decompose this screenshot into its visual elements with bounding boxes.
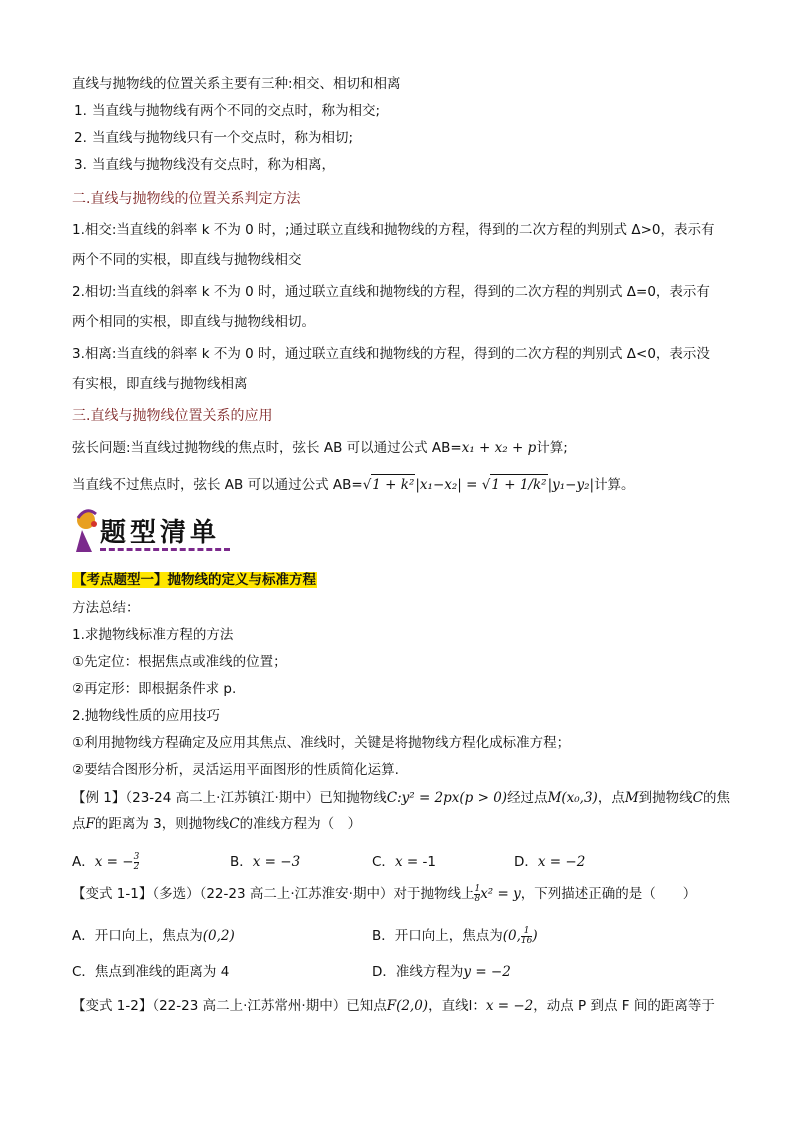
option-c	[72, 962, 229, 982]
option-c	[372, 852, 436, 872]
example-text: 的距离为 3，则抛物线	[94, 816, 230, 832]
example-text: 【例 1】（23-24 高二上·江苏镇江·期中）已知抛物线	[72, 790, 387, 806]
variant-1-1-line	[72, 884, 696, 904]
option-math: )	[532, 928, 538, 944]
option-math: x =	[394, 854, 423, 870]
option-fraction	[134, 853, 140, 872]
variant-text: ，下列描述正确的是（ ）	[520, 886, 697, 902]
option-math: x = −2	[537, 854, 586, 870]
example-math: M	[624, 790, 639, 806]
option-d	[372, 962, 511, 982]
example-text: 到抛物线	[638, 790, 693, 806]
fraction-denominator: 16	[520, 935, 533, 946]
option-a	[72, 926, 235, 946]
method-item: 2.抛物线性质的应用技巧	[72, 708, 220, 724]
chord-text: 计算。	[594, 477, 635, 493]
judge-line: 两个相同的实根，即直线与抛物线相切。	[72, 314, 315, 330]
judge-line: 1.相交:当直线的斜率 k 不为 0 时，;通过联立直线和抛物线的方程，得到的二次方程的判别式 Δ>0，表示有	[72, 222, 715, 238]
variant-text: 【变式 1-2】（22-23 高二上·江苏常州·期中）已知点	[72, 998, 387, 1014]
option-b	[372, 926, 538, 946]
variant-1-2-line	[72, 996, 715, 1016]
topic-tag: 【考点题型一】抛物线的定义与标准方程	[73, 572, 316, 588]
option-a	[72, 852, 139, 872]
method-item: 1.求抛物线标准方程的方法	[72, 627, 234, 643]
relation-number: 3.	[74, 157, 87, 173]
variant-math: x = −2	[485, 998, 534, 1014]
option-b	[230, 852, 300, 872]
fraction-numerator: 3	[133, 851, 140, 862]
example-math: F	[85, 816, 95, 832]
fraction-denominator: 2	[133, 861, 140, 872]
banner-title: 题型清单	[100, 518, 221, 548]
example-1-line-1	[72, 788, 730, 808]
option-label: D．	[514, 854, 538, 870]
section-heading: 三.直线与抛物线位置关系的应用	[72, 408, 273, 424]
variant-text: l：	[468, 998, 486, 1014]
banner-underline	[100, 548, 230, 551]
relation-text: 当直线与抛物线没有交点时，称为相离，	[92, 157, 335, 173]
judge-line: 两个不同的实根，即直线与抛物线相交	[72, 252, 302, 268]
method-item: ②再定形：即根据条件求 p.	[72, 681, 237, 697]
method-item: ①利用抛物线方程确定及应用其焦点、准线时，关键是将抛物线方程化成标准方程；	[72, 735, 571, 751]
example-1-line-2	[72, 814, 361, 834]
example-text: 点	[72, 816, 86, 832]
chord-text: 计算;	[536, 440, 568, 456]
intro-text: 直线与抛物线的位置关系主要有三种:相交、相切和相离	[72, 76, 401, 92]
sqrt-content: 1 + 1/k²	[490, 474, 547, 495]
chord-line-2	[72, 474, 635, 495]
example-text: 的准线方程为（ ）	[239, 816, 362, 832]
abs-difference: |x₁−x₂| =	[415, 477, 478, 493]
judge-line: 有实根，即直线与抛物线相离	[72, 376, 248, 392]
example-math: C	[229, 816, 240, 832]
sqrt-content: 1 + k²	[371, 474, 415, 495]
option-math: x = −3	[252, 854, 301, 870]
chord-text: 弦长问题:当直线过抛物线的焦点时，弦长 AB 可以通过公式 AB=	[72, 440, 462, 456]
variant-text: 【变式 1-1】（多选）（22-23 高二上·江苏淮安·期中）对于抛物线上	[72, 886, 475, 902]
method-item: ①先定位：根据焦点或准线的位置；	[72, 654, 287, 670]
topic-tag-line	[72, 570, 317, 590]
option-label: B．	[230, 854, 253, 870]
chord-line-1	[72, 438, 568, 458]
example-math: M(x₀,3)	[547, 790, 598, 806]
option-text: B．开口向上，焦点为	[372, 928, 503, 944]
method-title: 方法总结：	[72, 600, 140, 616]
relation-number: 1.	[74, 103, 87, 119]
sqrt-sign: √	[362, 477, 372, 493]
sqrt-sign: √	[481, 477, 491, 493]
example-math: C	[692, 790, 703, 806]
option-value: -1	[422, 854, 436, 870]
method-item: ②要结合图形分析，灵活运用平面图形的性质简化运算.	[72, 762, 399, 778]
option-label: A．	[72, 854, 95, 870]
relation-item	[74, 155, 335, 175]
section-heading: 二.直线与抛物线的位置关系判定方法	[72, 191, 301, 207]
option-label: C．	[372, 854, 395, 870]
example-math: C:y² = 2px(p > 0)	[386, 790, 508, 806]
option-text: D．准线方程为	[372, 964, 464, 980]
variant-text: ，动点 P 到点 F 间的距离等于	[533, 998, 715, 1014]
chord-formula: x₁ + x₂ + p	[461, 440, 537, 456]
relation-text: 当直线与抛物线只有一个交点时，称为相切;	[92, 130, 354, 146]
example-text: 的焦	[703, 790, 730, 806]
relation-item	[74, 101, 380, 121]
option-math: x = −	[94, 854, 134, 870]
fraction-numerator: 1	[521, 927, 532, 937]
abs-difference: |y₁−y₂|	[547, 477, 595, 493]
fraction-numerator: 1	[474, 883, 481, 894]
example-text: 经过点	[507, 790, 548, 806]
option-math: y = −2	[463, 964, 511, 980]
judge-line: 2.相切:当直线的斜率 k 不为 0 时，通过联立直线和抛物线的方程，得到的二次方程的判别式 Δ=0，表示有	[72, 284, 710, 300]
option-fraction	[521, 927, 532, 946]
variant-math: x² = y	[480, 886, 521, 902]
variant-math: F(2,0)	[386, 998, 429, 1014]
example-text: ，点	[597, 790, 625, 806]
relation-text: 当直线与抛物线有两个不同的交点时，称为相交;	[92, 103, 381, 119]
relation-number: 2.	[74, 130, 87, 146]
fraction-denominator: 8	[474, 893, 481, 904]
judge-line: 3.相离:当直线的斜率 k 不为 0 时，通过联立直线和抛物线的方程，得到的二次方程的判别式 Δ<0，表示没	[72, 346, 710, 362]
option-text: A．开口向上，焦点为	[72, 928, 203, 944]
option-math: (0,	[502, 928, 521, 944]
option-math: (0,2)	[202, 928, 235, 944]
option-text: C．焦点到准线的距离为 4	[72, 964, 230, 980]
variant-text: ，直线	[428, 998, 469, 1014]
option-d	[514, 852, 585, 872]
chord-text: 当直线不过焦点时，弦长 AB 可以通过公式 AB=	[72, 477, 363, 493]
relation-item	[74, 128, 353, 148]
